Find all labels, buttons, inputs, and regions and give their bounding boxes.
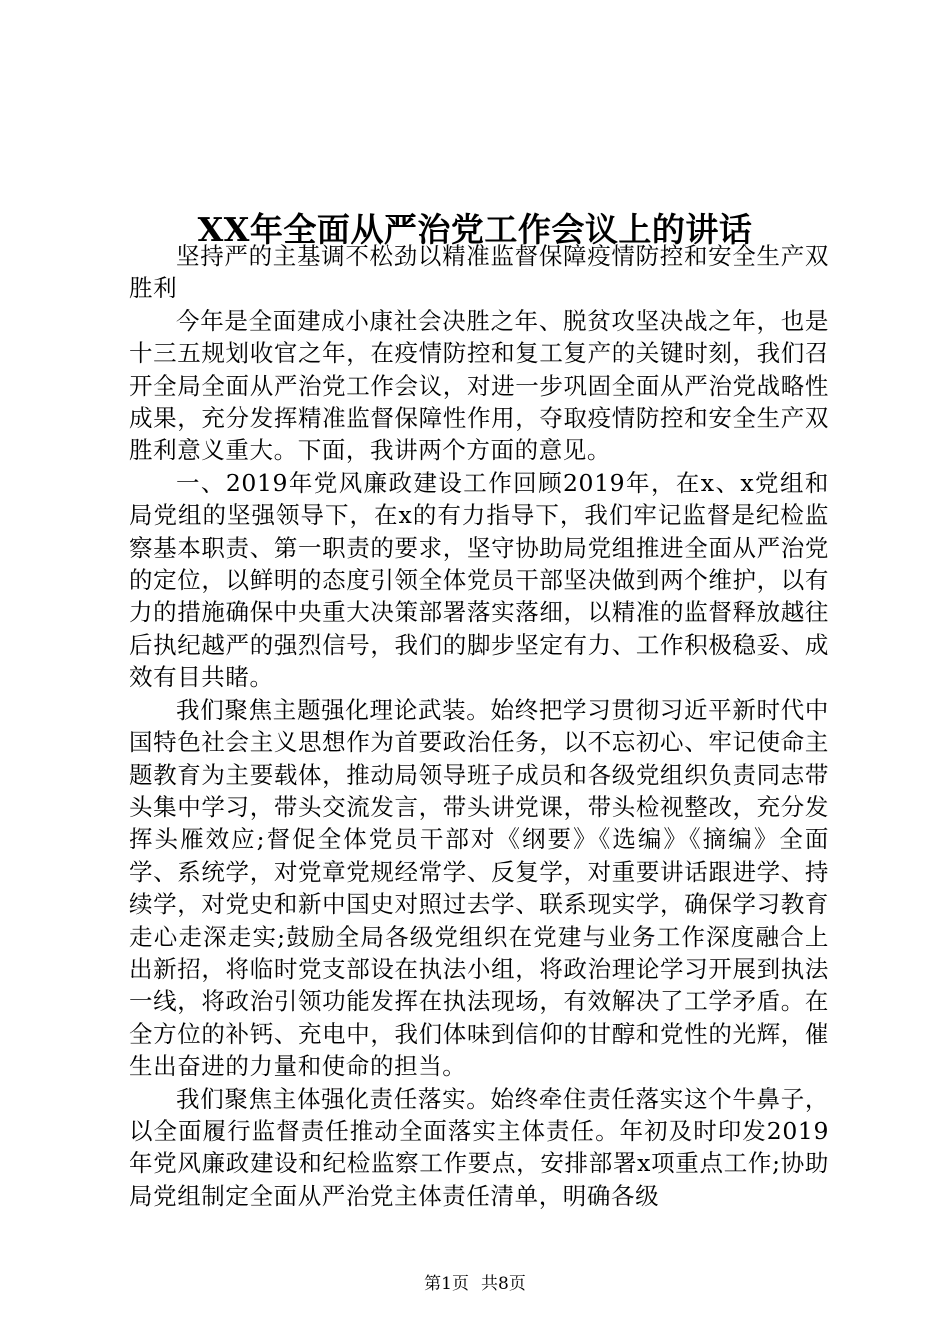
paragraph-responsibility: 我们聚焦主体强化责任落实。始终牵住责任落实这个牛鼻子，以全面履行监督责任推动全面落实主体责任。年初及时印发2019年党风廉政建设和纪检监察工作要点，安排部署x项重点工作;协助局党组制定全面从严治党主体责任清单，明确各级 <box>129 1084 829 1210</box>
document-title: XX年全面从严治党工作会议上的讲话 <box>197 210 753 250</box>
page-footer <box>0 1272 950 1296</box>
paragraph-theory: 我们聚焦主题强化理论武装。始终把学习贯彻习近平新时代中国特色社会主义思想作为首要政治任务，以不忘初心、牢记使命主题教育为主要载体，推动局领导班子成员和各级党组织负责同志带头集中学习，带头交流发言，带头讲党课，带头检视整改，充分发挥头雁效应;督促全体党员干部对《纲要》《选编》《摘编》全面学、系统学，对党章党规经常学、反复学，对重要讲话跟进学、持续学，对党史和新中国史对照过去学、联系现实学，确保学习教育走心走深走实;鼓励全局各级党组织在党建与业务工作深度融合上出新招，将临时党支部设在执法小组，将政治理论学习开展到执法一线，将政治引领功能发挥在执法现场，有效解决了工学矛盾。在全方位的补钙、充电中，我们体味到信仰的甘醇和党性的光辉，催生出奋进的力量和使命的担当。 <box>129 695 829 1081</box>
paragraph-subtitle: 坚持严的主基调不松劲以精准监督保障疫情防控和安全生产双胜利 <box>129 242 829 303</box>
paragraph-intro: 今年是全面建成小康社会决胜之年、脱贫攻坚决战之年，也是十三五规划收官之年，在疫情防控和复工复产的关键时刻，我们召开全局全面从严治党工作会议，对进一步巩固全面从严治党战略性成果，充分发挥精准监督保障性作用，夺取疫情防控和安全生产双胜利意义重大。下面，我讲两个方面的意见。 <box>129 306 829 465</box>
paragraph-review: 一、2019年党风廉政建设工作回顾2019年，在x、x党组和局党组的坚强领导下，在x的有力指导下，我们牢记监督是纪检监察基本职责、第一职责的要求，坚守协助局党组推进全面从严治党的定位，以鲜明的态度引领全体党员干部坚决做到两个维护，以有力的措施确保中央重大决策部署落实落细，以精准的监督释放越往后执纪越严的强烈信号，我们的脚步坚定有力、工作积极稳妥、成效有目共睹。 <box>129 468 829 692</box>
document-body <box>129 240 829 1212</box>
page-number: 第1页 <box>424 1274 469 1294</box>
page-total: 共8页 <box>481 1274 526 1294</box>
